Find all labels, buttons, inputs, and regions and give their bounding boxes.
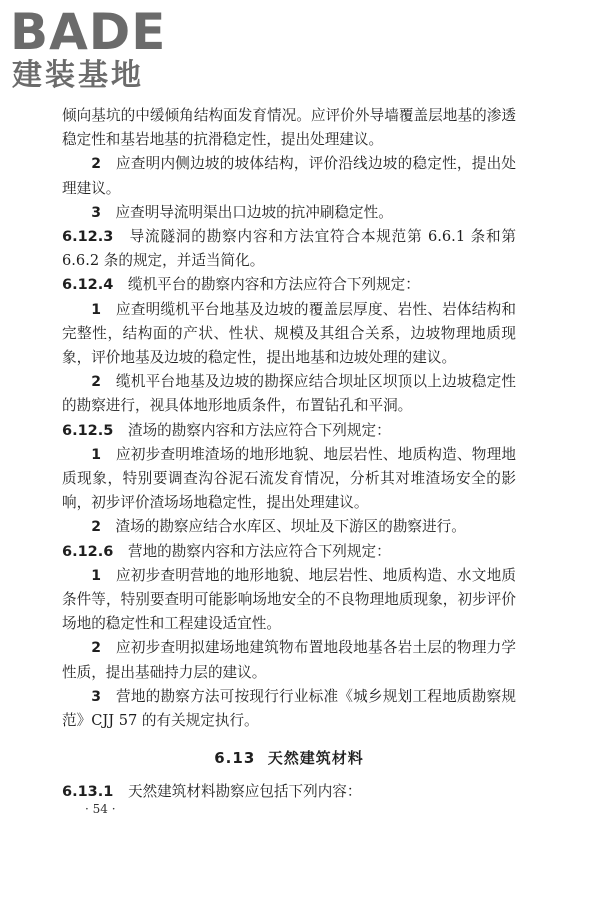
item-number: 2 xyxy=(91,156,101,173)
paragraph-text: 导流隧洞的勘察内容和方法宜符合本规范第 6.6.1 条和第 6.6.2 条的规定，并适当简化。 xyxy=(62,228,516,270)
paragraph-text: 应查明导流明渠出口边坡的抗冲刷稳定性。 xyxy=(115,203,393,221)
clause-number: 6.12.6 xyxy=(62,543,114,560)
paragraph-list-after xyxy=(62,780,516,804)
list-item xyxy=(62,685,516,733)
paragraph-text: 天然建筑材料勘察应包括下列内容： xyxy=(127,783,362,801)
paragraph-text: 应初步查明堆渣场的地形地貌、地层岩性、地质构造、物理地质现象，特别要调查沟谷泥石流发育情况，分析其对堆渣场安全的影响，初步评价渣场场地稳定性，提出处理建议。 xyxy=(62,445,516,512)
clause-number: 6.12.3 xyxy=(62,229,114,246)
clause xyxy=(62,419,516,443)
list-item xyxy=(62,443,516,516)
paragraph-text: 营地的勘察方法可按现行行业标准《城乡规划工程地质勘察规范》CJJ 57 的有关规定执行。 xyxy=(62,687,516,730)
clause xyxy=(62,273,516,297)
section-heading xyxy=(62,747,516,768)
logo-subtitle: 建装基地 xyxy=(12,58,144,93)
paragraph-text: 应查明内侧边坡的坡体结构，评价沿线边坡的稳定性，提出处理建议。 xyxy=(62,155,516,197)
paragraph-text: 应查明缆机平台地基及边坡的覆盖层厚度、岩性、岩体结构和完整性，结构面的产状、性状、规模及其组合关系，边坡物理地质现象，评价地基及边坡的稳定性，提出地基和边坡处理的建议。 xyxy=(62,300,516,367)
clause-number: 6.12.4 xyxy=(62,277,114,294)
clause xyxy=(62,540,516,564)
page-number-value: 54 xyxy=(92,802,108,816)
page-number: · 54 · xyxy=(85,802,116,816)
list-item xyxy=(62,636,516,684)
item-number: 2 xyxy=(91,640,101,657)
list-item xyxy=(62,515,516,539)
list-item xyxy=(62,370,516,418)
item-number: 1 xyxy=(91,301,101,318)
clause-number: 6.12.5 xyxy=(62,422,114,439)
paragraph-text: 营地的勘察内容和方法应符合下列规定： xyxy=(127,542,391,560)
section-number: 6.13 xyxy=(214,749,256,768)
item-number: 2 xyxy=(91,374,101,391)
paragraph-text: 应初步查明拟建场地建筑物布置地段地基各岩土层的物理力学性质，提出基础持力层的建议。 xyxy=(62,639,516,681)
paragraph-text: 渣场的勘察应结合水库区、坝址及下游区的勘察进行。 xyxy=(115,518,466,536)
logo-brand: BADE xyxy=(10,3,167,61)
item-number: 3 xyxy=(91,688,101,705)
paragraph-text: 渣场的勘察内容和方法应符合下列规定： xyxy=(127,421,391,439)
clause xyxy=(62,225,516,273)
paragraph-continuation xyxy=(62,104,516,152)
item-number: 1 xyxy=(91,567,101,584)
list-item xyxy=(62,152,516,200)
list-item xyxy=(62,298,516,371)
item-number: 3 xyxy=(91,204,101,221)
list-item xyxy=(62,201,516,225)
clause xyxy=(62,780,516,804)
clause-number: 6.13.1 xyxy=(62,784,114,801)
paragraph-text: 缆机平台地基及边坡的勘探应结合坝址区坝顶以上边坡稳定性的勘察进行，视具体地形地质条件，布置钻孔和平洞。 xyxy=(62,373,516,415)
section-title: 天然建筑材料 xyxy=(267,749,364,768)
paragraph-text: 应初步查明营地的地形地貌、地层岩性、地质构造、水文地质条件等，特别要查明可能影响场地安全的不良物理地质现象，初步评价场地的稳定性和工程建设适宜性。 xyxy=(62,566,516,633)
document-body xyxy=(62,104,516,804)
item-number: 2 xyxy=(91,519,101,536)
item-number: 1 xyxy=(91,446,101,463)
list-item xyxy=(62,564,516,637)
logo xyxy=(8,4,178,94)
paragraph-text: 缆机平台的勘察内容和方法应符合下列规定： xyxy=(127,276,420,294)
paragraph-text: 倾向基坑的中缓倾角结构面发育情况。应评价外导墙覆盖层地基的渗透稳定性和基岩地基的抗滑稳定性，提出处理建议。 xyxy=(62,107,516,149)
paragraph-list xyxy=(62,104,516,733)
